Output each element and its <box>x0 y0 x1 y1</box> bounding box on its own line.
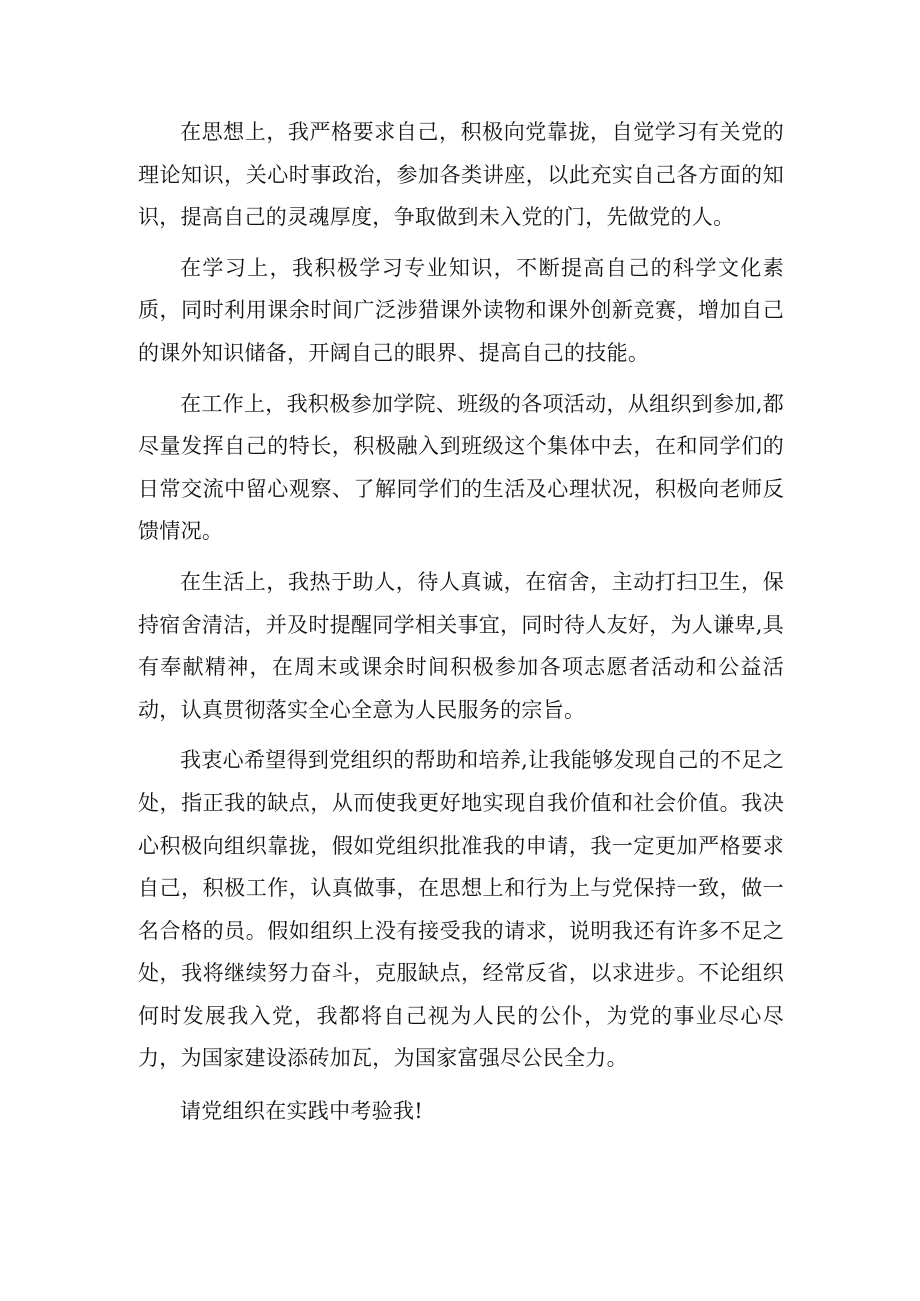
paragraph-aspiration: 我衷心希望得到党组织的帮助和培养,让我能够发现自己的不足之处，指正我的缺点，从而使我更好地实现自我价值和社会价值。我决心积极向组织靠拢，假如党组织批准我的申请，我一定更加严格要求自己，积极工作，认真做事，在思想上和行为上与党保持一致，做一名合格的员。假如组织上没有接受我的请求，说明我还有许多不足之处，我将继续努力奋斗，克服缺点，经常反省，以求进步。不论组织何时发展我入党，我都将自己视为人民的公仆，为党的事业尽心尽力，为国家建设添砖加瓦，为国家富强尽公民全力。 <box>138 748 784 1071</box>
paragraph-life: 在生活上，我热于助人，待人真诚，在宿舍，主动打扫卫生，保持宿舍清洁，并及时提醒同学相关事宜，同时待人友好，为人谦卑,具有奉献精神，在周末或课余时间积极参加各项志愿者活动和公益活动，认真贯彻落实全心全意为人民服务的宗旨。 <box>138 569 784 722</box>
paragraph-study: 在学习上，我积极学习专业知识，不断提高自己的科学文化素质，同时利用课余时间广泛涉猎课外读物和课外创新竞赛，增加自己的课外知识储备，开阔自己的眼界、提高自己的技能。 <box>138 255 784 365</box>
document-body <box>138 111 784 1133</box>
paragraph-work: 在工作上，我积极参加学院、班级的各项活动，从组织到参加,都尽量发挥自己的特长，积极融入到班级这个集体中去，在和同学们的日常交流中留心观察、了解同学们的生活及心理状况，积极向老师反馈情况。 <box>138 391 784 544</box>
paragraph-thought: 在思想上，我严格要求自己，积极向党靠拢，自觉学习有关党的理论知识，关心时事政治，参加各类讲座，以此充实自己各方面的知识，提高自己的灵魂厚度，争取做到未入党的门，先做党的人。 <box>138 120 784 230</box>
paragraph-closing: 请党组织在实践中考验我! <box>180 1099 424 1124</box>
